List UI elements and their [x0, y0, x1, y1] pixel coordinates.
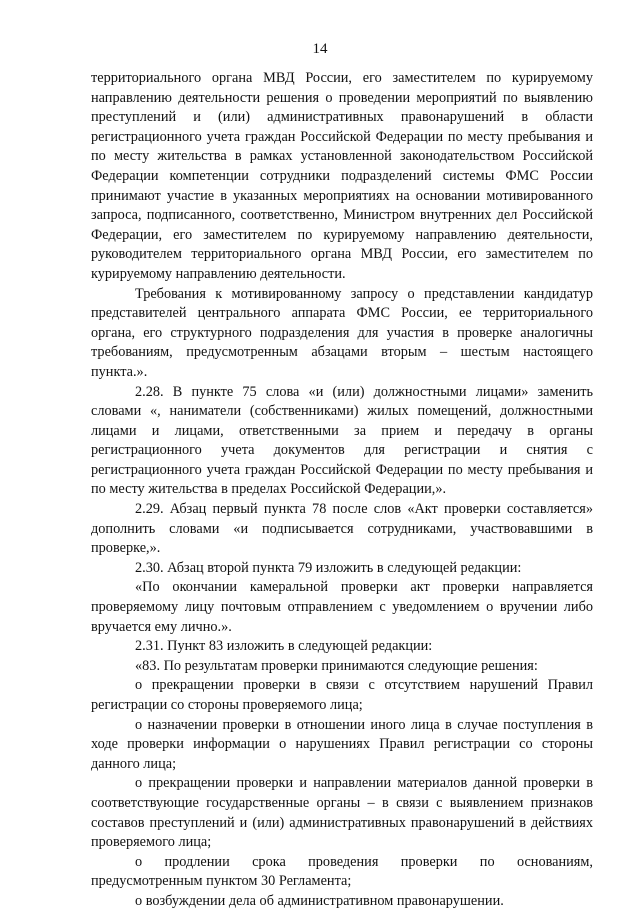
- paragraph: 2.28. В пункте 75 слова «и (или) должностными лицами» заменить словами «, наниматели (собственниками) жилых помещений, должностными лицами и лицами, ответственными за прием и передачу в органы регистрационного учета документов для регистрации и снятия с регистрационного учета граждан Российской Федерации по месту пребывания и по месту жительства в пределах Российской Федерации,».: [91, 383, 593, 498]
- document-body: [91, 69, 593, 912]
- paragraph: о продлении срока проведения проверки по основаниям, предусмотренным пунктом 30 Регламента;: [91, 853, 593, 890]
- paragraph: 2.29. Абзац первый пункта 78 после слов «Акт проверки составляется» дополнить словами «и подписывается сотрудниками, участвовавшими в проверке,».: [91, 501, 593, 557]
- paragraph: о назначении проверки в отношении иного лица в случае поступления в ходе проверки информации о нарушениях Правил регистрации со стороны данного лица;: [91, 716, 593, 772]
- paragraph: Требования к мотивированному запросу о представлении кандидатур представителей центрального аппарата ФМС России, ее территориального органа, его структурного подразделения для участия в проверке аналогичны требованиям, предусмотренным абзацами вторым – шестым настоящего пункта.».: [91, 285, 593, 380]
- paragraph: о возбуждении дела об административном правонарушении.: [135, 892, 504, 909]
- paragraph: 2.30. Абзац второй пункта 79 изложить в следующей редакции:: [135, 559, 522, 576]
- paragraph: территориального органа МВД России, его заместителем по курируемому направлению деятельности решения о проведении мероприятий по выявлению преступлений и (или) административных правонарушений в области регистрационного учета граждан Российской Федерации по месту пребывания и по месту жительства в рамках установленной законодательством Российской Федерации компетенции сотрудники подразделений системы ФМС России принимают участие в указанных мероприятиях на основании мотивированного запроса, подписанного, соответственно, Министром внутренних дел Российской Федерации, его заместителем по курируемому направлению деятельности, руководителем территориального органа МВД России, его заместителем по курируемому направлению деятельности.: [91, 70, 593, 282]
- paragraph: «По окончании камеральной проверки акт проверки направляется проверяемому лицу почтовым отправлением с уведомлением о вручении либо вручается ему лично.».: [91, 579, 593, 635]
- paragraph: о прекращении проверки в связи с отсутствием нарушений Правил регистрации со стороны проверяемого лица;: [91, 677, 593, 713]
- paragraph: о прекращении проверки и направлении материалов данной проверки в соответствующие государственные органы – в связи с выявлением признаков составов преступлений и (или) административных правонарушений в действиях проверяемого лица;: [91, 775, 593, 851]
- page-number: 14: [312, 41, 328, 57]
- paragraph: «83. По результатам проверки принимаются следующие решения:: [135, 657, 538, 674]
- paragraph: 2.31. Пункт 83 изложить в следующей редакции:: [135, 638, 433, 655]
